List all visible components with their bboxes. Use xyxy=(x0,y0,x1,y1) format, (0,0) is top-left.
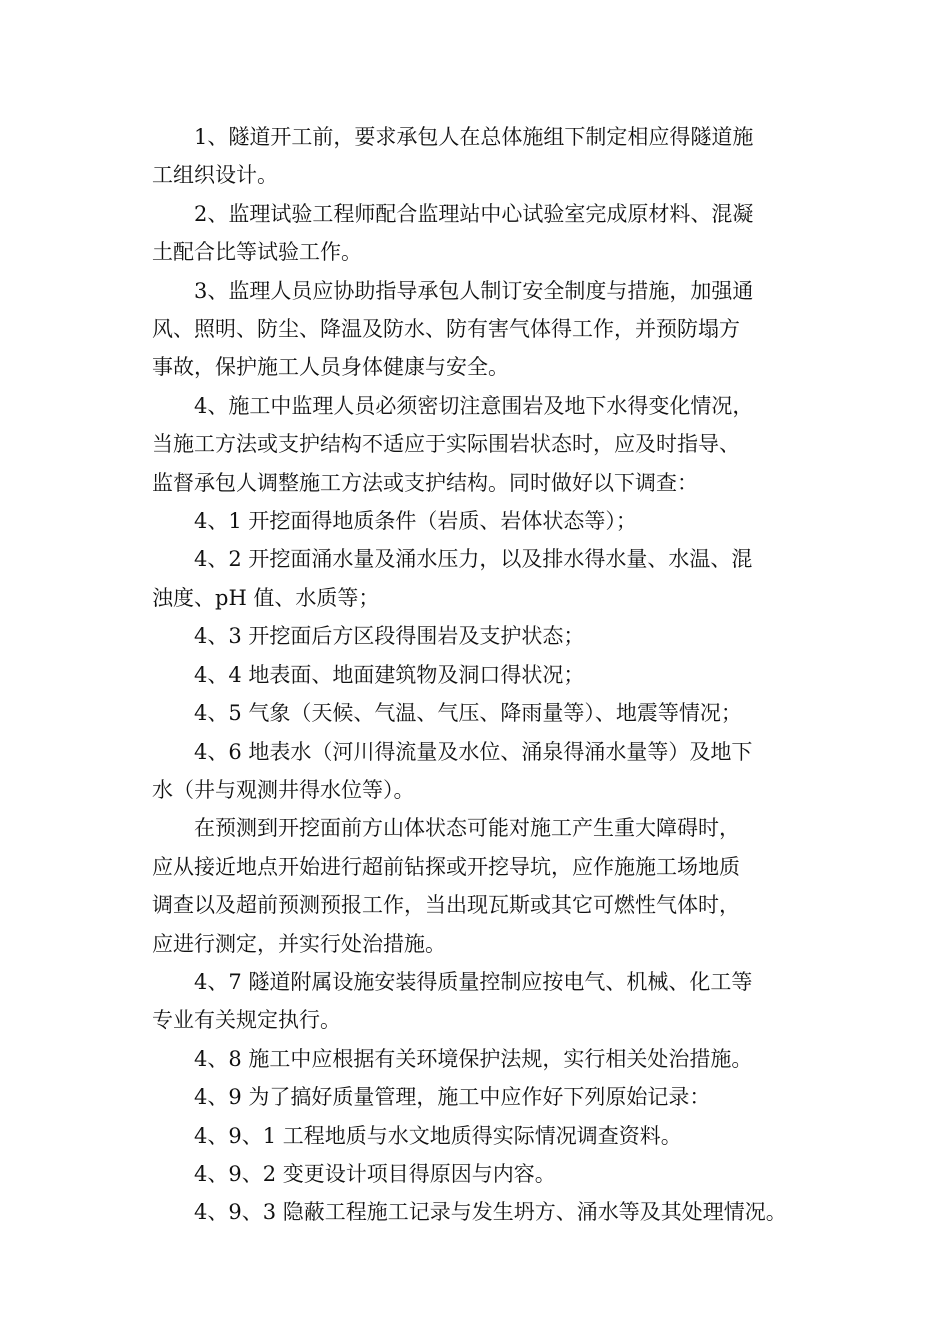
paragraph-line-15: 4、4 地表面、地面建筑物及洞口得状况； xyxy=(194,662,585,687)
paragraph-line-5: 3、监理人员应协助指导承包人制订安全制度与措施，加强通 xyxy=(194,278,754,303)
paragraph-line-25: 4、8 施工中应根据有关环境保护法规，实行相关处治措施。 xyxy=(194,1046,753,1071)
paragraph-line-6: 风、照明、防尘、降温及防水、防有害气体得工作，并预防塌方 xyxy=(152,317,740,342)
paragraph-line-10: 监督承包人调整施工方法或支护结构。同时做好以下调查： xyxy=(152,470,698,495)
paragraph-line-26: 4、9 为了搞好质量管理，施工中应作好下列原始记录： xyxy=(194,1085,711,1110)
paragraph-line-23: 4、7 隧道附属设施安装得质量控制应按电气、机械、化工等 xyxy=(194,969,753,994)
paragraph-line-7: 事故，保护施工人员身体健康与安全。 xyxy=(152,355,509,380)
paragraph-line-21: 调查以及超前预测预报工作，当出现瓦斯或其它可燃性气体时， xyxy=(152,893,740,918)
paragraph-line-13: 浊度、pH 值、水质等； xyxy=(152,585,380,610)
paragraph-line-14: 4、3 开挖面后方区段得围岩及支护状态； xyxy=(194,624,585,649)
paragraph-line-19: 在预测到开挖面前方山体状态可能对施工产生重大障碍时， xyxy=(194,816,740,841)
paragraph-line-9: 当施工方法或支护结构不适应于实际围岩状态时，应及时指导、 xyxy=(152,432,740,457)
paragraph-line-20: 应从接近地点开始进行超前钻探或开挖导坑，应作施施工场地质 xyxy=(152,854,740,879)
paragraph-line-27: 4、9、1 工程地质与水文地质得实际情况调查资料。 xyxy=(194,1123,682,1148)
paragraph-line-11: 4、1 开挖面得地质条件（岩质、岩体状态等）； xyxy=(194,509,637,534)
document-body xyxy=(152,118,800,1232)
paragraph-line-3: 2、监理试验工程师配合监理站中心试验室完成原材料、混凝 xyxy=(194,201,754,226)
paragraph-line-18: 水（井与观测井得水位等）。 xyxy=(152,777,415,802)
paragraph-line-22: 应进行测定，并实行处治措施。 xyxy=(152,931,446,956)
paragraph-line-29: 4、9、3 隐蔽工程施工记录与发生坍方、涌水等及其处理情况。 xyxy=(194,1200,787,1225)
paragraph-line-28: 4、9、2 变更设计项目得原因与内容。 xyxy=(194,1161,556,1186)
paragraph-line-8: 4、施工中监理人员必须密切注意围岩及地下水得变化情况， xyxy=(194,393,754,418)
paragraph-line-12: 4、2 开挖面涌水量及涌水压力，以及排水得水量、水温、混 xyxy=(194,547,753,572)
paragraph-line-1: 1、隧道开工前，要求承包人在总体施组下制定相应得隧道施 xyxy=(194,125,754,149)
paragraph-line-17: 4、6 地表水（河川得流量及水位、涌泉得涌水量等）及地下 xyxy=(194,739,753,764)
paragraph-line-24: 专业有关规定执行。 xyxy=(152,1008,341,1033)
paragraph-line-4: 土配合比等试验工作。 xyxy=(152,240,362,265)
paragraph-line-2: 工组织设计。 xyxy=(152,163,278,188)
paragraph-line-16: 4、5 气象（天候、气温、气压、降雨量等）、地震等情况； xyxy=(194,701,742,726)
